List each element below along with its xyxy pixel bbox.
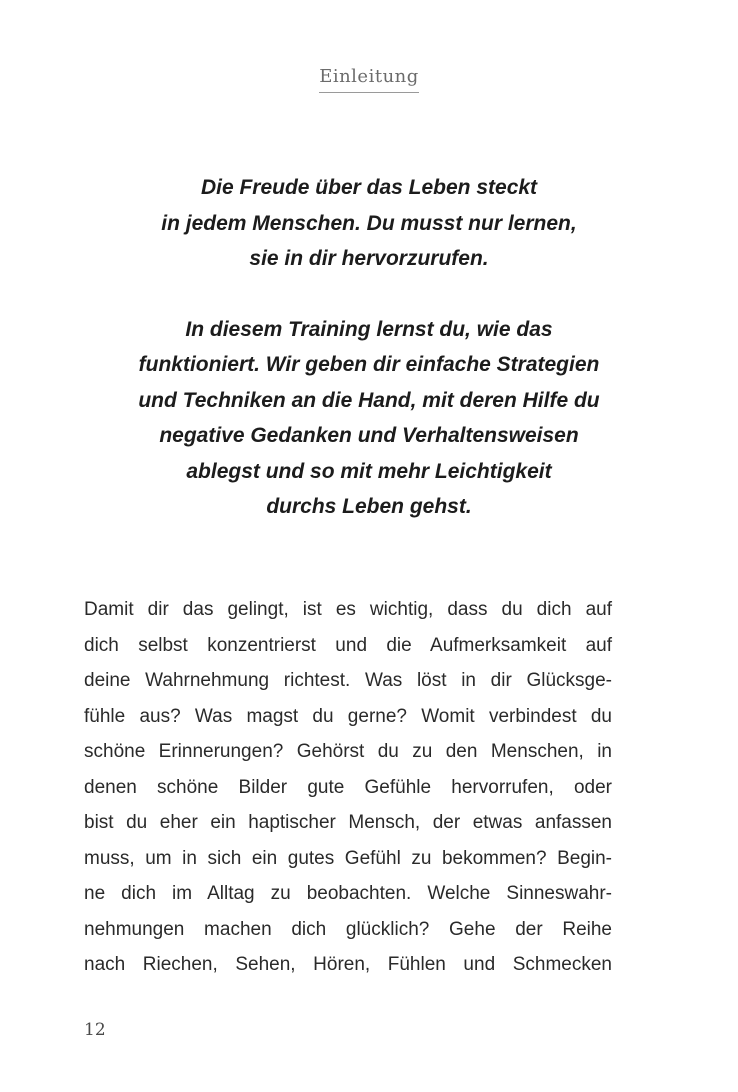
intro-line: und Techniken an die Hand, mit deren Hilfe du — [138, 388, 600, 412]
chapter-title: Einleitung — [319, 66, 419, 93]
body-line: nach Riechen, Sehen, Hören, Fühlen und Schmecken — [84, 954, 612, 975]
intro-paragraph-1 — [60, 170, 678, 277]
body-line: dich selbst konzentrierst und die Aufmerksamkeit auf — [84, 634, 612, 656]
intro-paragraph-2 — [60, 312, 678, 525]
body-line: denen schöne Bilder gute Gefühle hervorrufen, oder — [84, 776, 612, 798]
intro-line: negative Gedanken und Verhaltensweisen — [159, 424, 579, 447]
intro-line: Die Freude über das Leben steckt — [200, 176, 538, 199]
intro-line: funktioniert. Wir geben dir einfache Strategien — [138, 353, 600, 376]
body-paragraph — [84, 592, 612, 983]
body-line: nehmungen machen dich glücklich? Gehe der Reihe — [84, 918, 612, 940]
body-line: bist du eher ein haptischer Mensch, der etwas anfassen — [84, 812, 612, 833]
body-line: muss, um in sich ein gutes Gefühl zu bekommen? Begin- — [84, 847, 612, 869]
body-line: schöne Erinnerungen? Gehörst du zu den Menschen, in — [84, 741, 612, 762]
body-line: ne dich im Alltag zu beobachten. Welche Sinneswahr- — [84, 883, 612, 904]
intro-line: sie in dir hervorzurufen. — [249, 247, 489, 270]
body-line: Damit dir das gelingt, ist es wichtig, dass du dich auf — [84, 599, 612, 620]
chapter-header — [0, 66, 738, 93]
page-number: 12 — [84, 1020, 106, 1040]
body-line: fühle aus? Was magst du gerne? Womit verbindest du — [84, 705, 612, 727]
intro-line: in jedem Menschen. Du musst nur lernen, — [161, 211, 577, 235]
intro-quote — [60, 170, 678, 525]
intro-line: ablegst und so mit mehr Leichtigkeit — [186, 459, 552, 483]
intro-line: In diesem Training lernst du, wie das — [185, 317, 553, 341]
intro-line: durchs Leben gehst. — [266, 495, 472, 518]
body-line: deine Wahrnehmung richtest. Was löst in dir Glücksge- — [84, 670, 612, 691]
